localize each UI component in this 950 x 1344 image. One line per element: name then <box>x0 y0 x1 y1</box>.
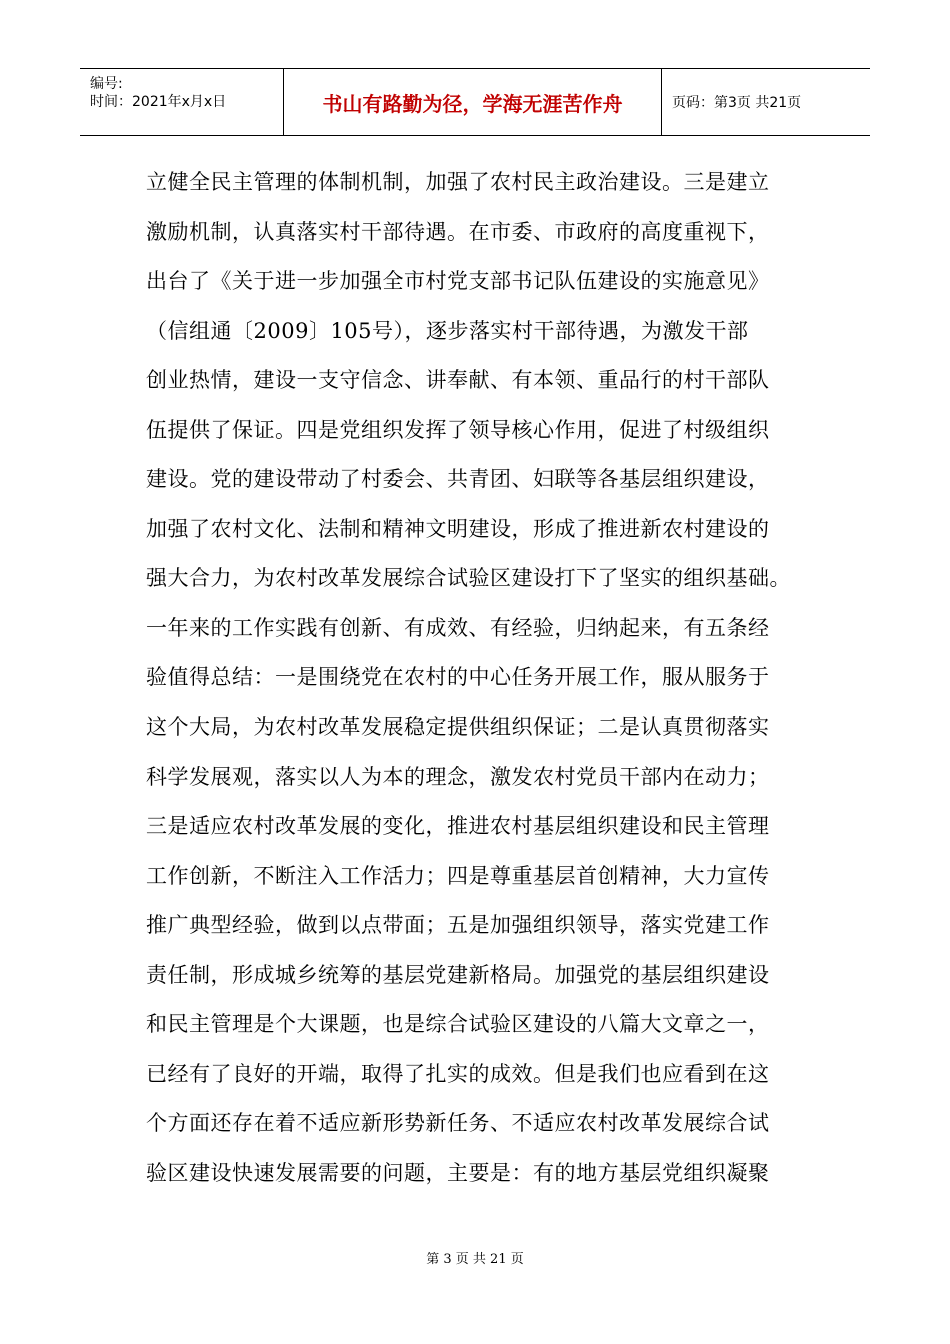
text-line: 推广典型经验，做到以点带面；五是加强组织领导，落实党建工作 <box>146 913 770 938</box>
text-line: 立健全民主管理的体制机制，加强了农村民主政治建设。三是建立 <box>146 170 770 194</box>
header-motto: 书山有路勤为径，学海无涯苦作舟 <box>284 69 662 135</box>
text-line: 验值得总结：一是围绕党在农村的中心任务开展工作，服从服务于 <box>146 665 770 690</box>
text-line: 一年来的工作实践有创新、有成效、有经验，归纳起来，有五条经 <box>146 615 770 640</box>
text-line: 创业热情，建设一支守信念、讲奉献、有本领、重品行的村干部队 <box>146 368 770 393</box>
page-footer: 第 3 页 共 21 页 <box>426 1252 524 1267</box>
text-line: 个方面还存在着不适应新形势新任务、不适应农村改革发展综合试 <box>146 1111 770 1136</box>
serial-label: 编号: <box>90 76 123 92</box>
time-label: 时间：2021年x月x日 <box>90 94 227 110</box>
text-line: 出台了《关于进一步加强全市村党支部书记队伍建设的实施意见》 <box>146 269 770 294</box>
text-line: 建设。党的建设带动了村委会、共青团、妇联等各基层组织建设， <box>146 467 770 492</box>
text-line: 伍提供了保证。四是党组织发挥了领导核心作用，促进了村级组织 <box>146 417 770 442</box>
text-line: 责任制，形成城乡统筹的基层党建新格局。加强党的基层组织建设 <box>146 962 770 987</box>
text-line: 强大合力，为农村改革发展综合试验区建设打下了坚实的组织基础。 <box>146 566 791 591</box>
text-line: 三是适应农村改革发展的变化，推进农村基层组织建设和民主管理 <box>146 814 770 839</box>
text-line: 加强了农村文化、法制和精神文明建设，形成了推进新农村建设的 <box>146 516 770 541</box>
text-line: 已经有了良好的开端，取得了扎实的成效。但是我们也应看到在这 <box>146 1061 770 1086</box>
text-line: 工作创新，不断注入工作活力；四是尊重基层首创精神，大力宣传 <box>146 863 770 888</box>
text-line: 和民主管理是个大课题，也是综合试验区建设的八篇大文章之一， <box>146 1012 770 1037</box>
header-page-info: 页码：第3页 共21页 <box>672 95 802 111</box>
text-line: 验区建设快速发展需要的问题，主要是：有的地方基层党组织凝聚 <box>146 1160 770 1185</box>
text-line: 激励机制，认真落实村干部待遇。在市委、市政府的高度重视下， <box>146 219 770 244</box>
text-line: 科学发展观，落实以人为本的理念，激发农村党员干部内在动力； <box>146 764 770 789</box>
text-line: 这个大局，为农村改革发展稳定提供组织保证；二是认真贯彻落实 <box>146 715 770 740</box>
document-body <box>146 158 806 1198</box>
header-meta-cell <box>80 69 284 135</box>
text-line: （信组通〔2009〕105号），逐步落实村干部待遇，为激发干部 <box>146 318 749 343</box>
page-header <box>80 68 870 136</box>
